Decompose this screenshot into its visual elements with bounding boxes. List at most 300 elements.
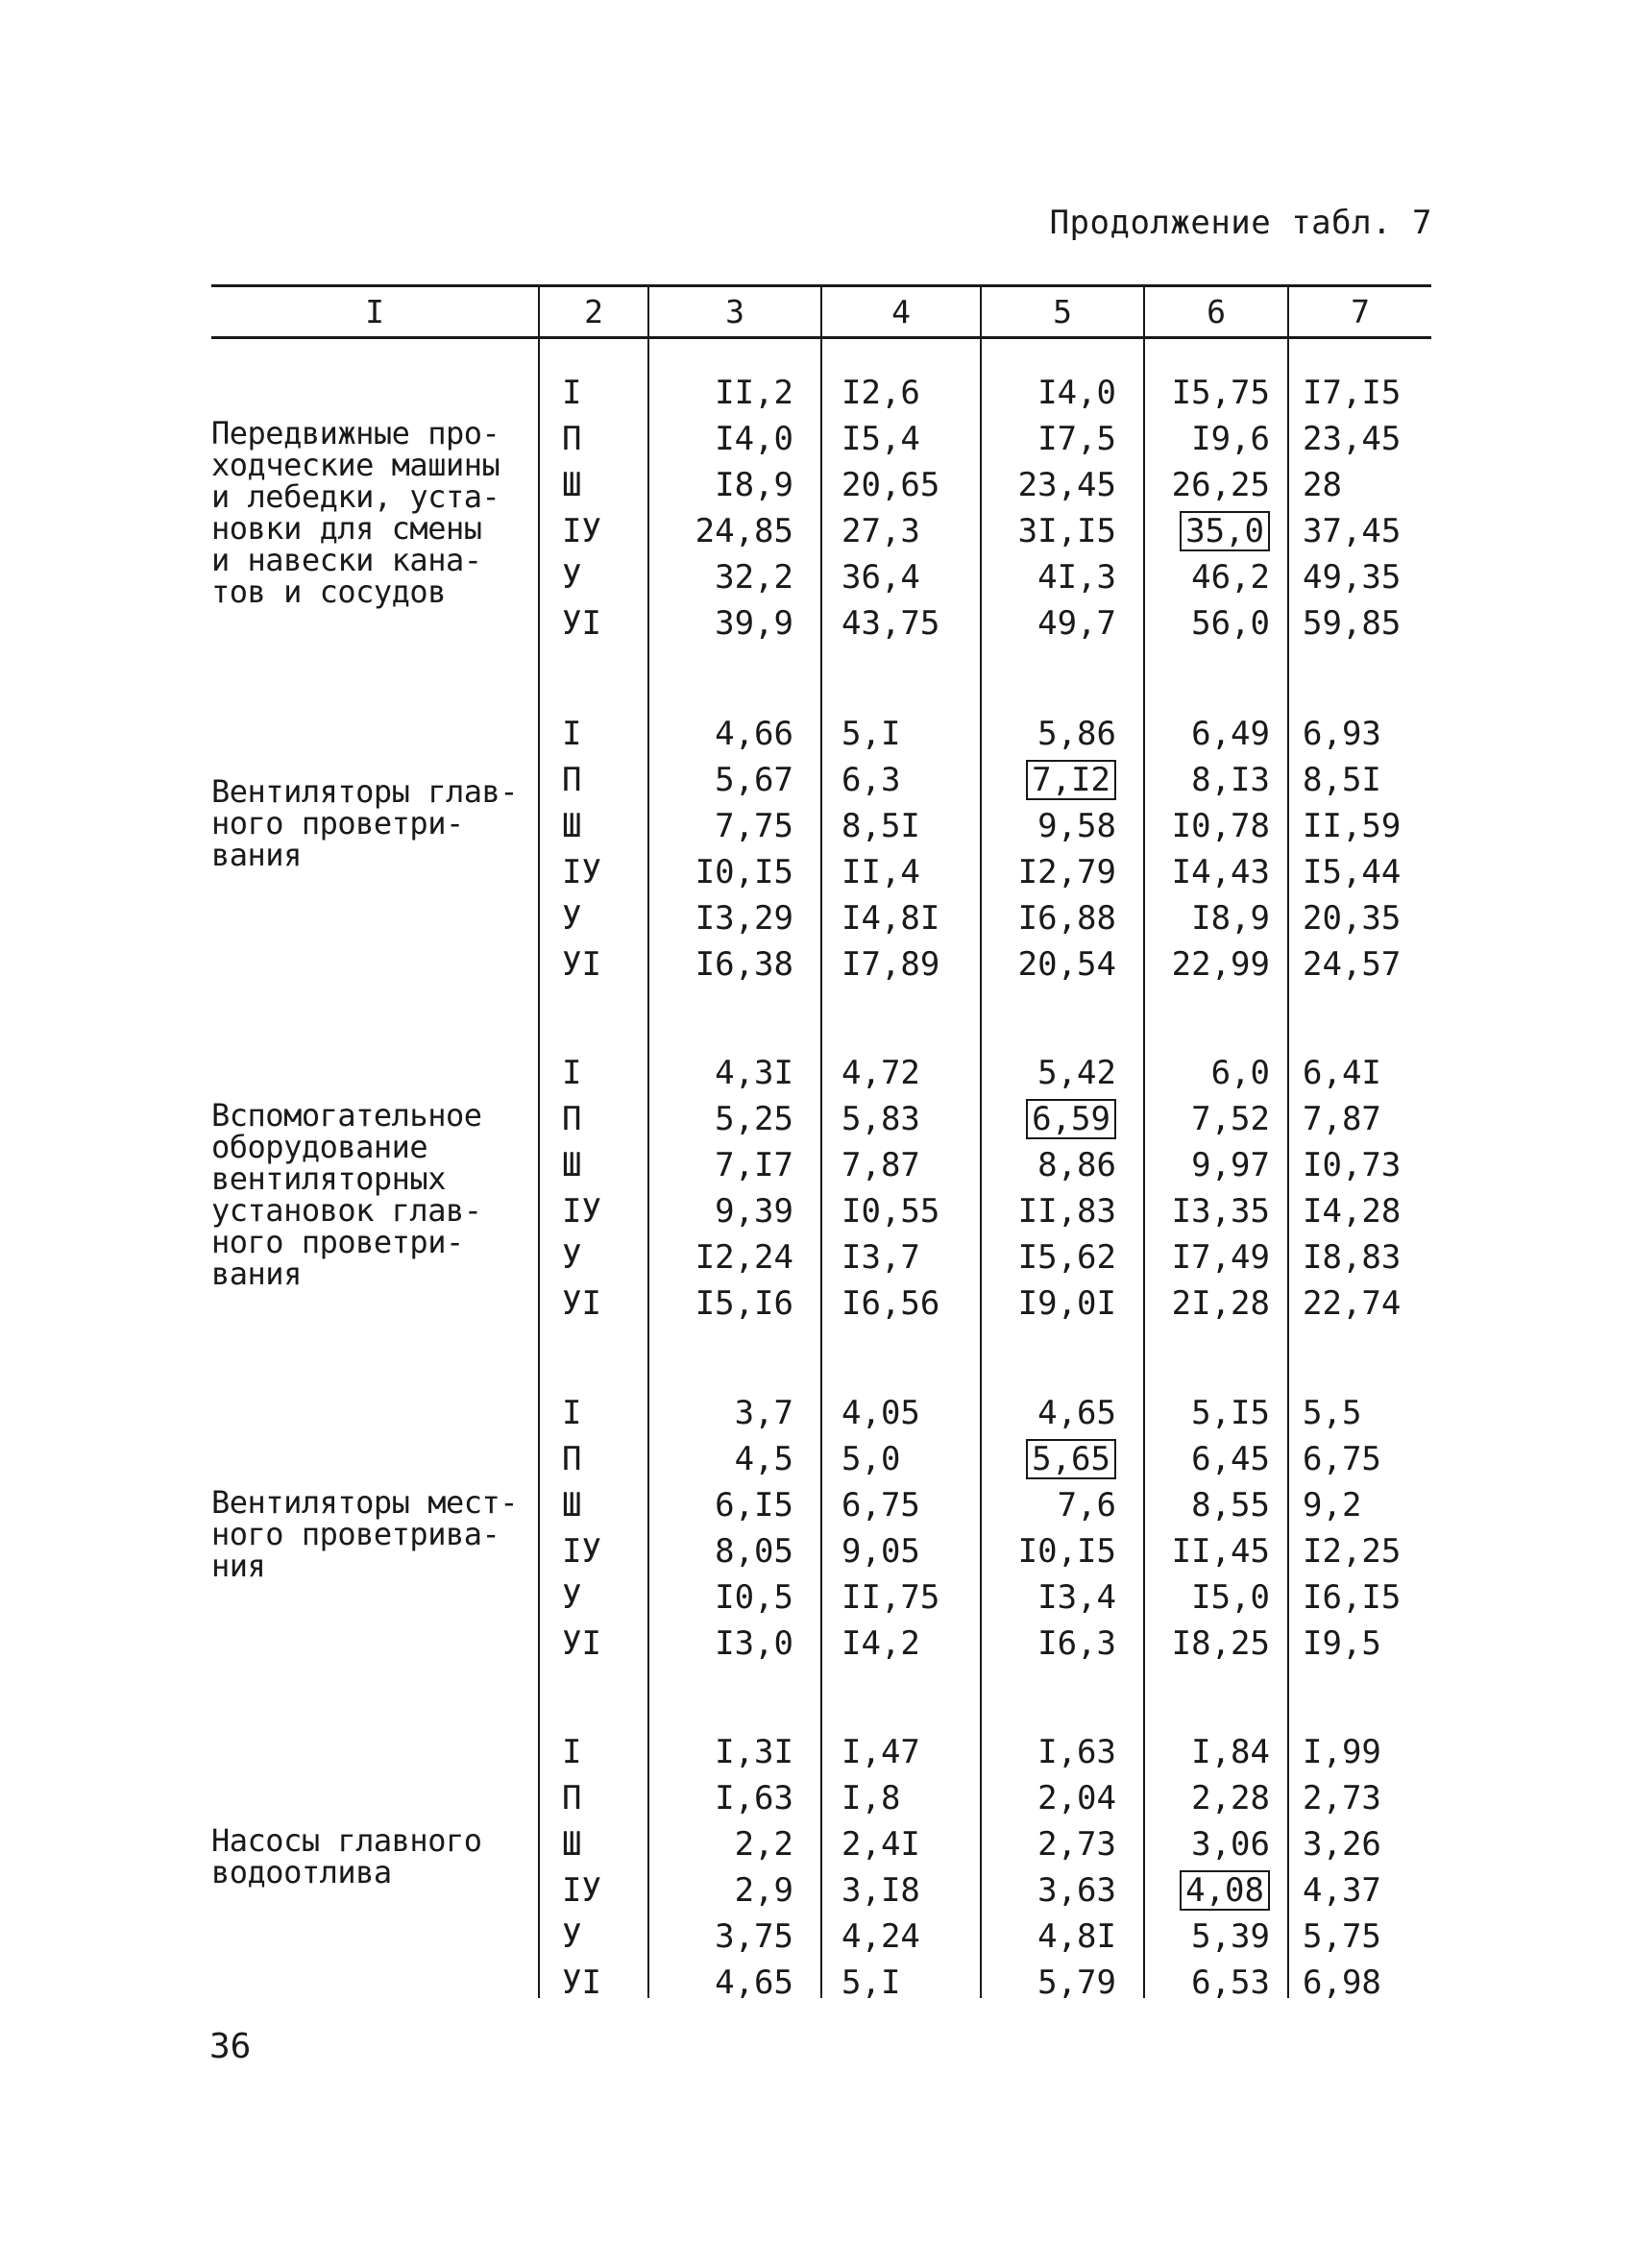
cell-text: 5,5 xyxy=(1303,1394,1362,1432)
value-cell xyxy=(1303,508,1416,554)
category-cell xyxy=(562,1188,629,1234)
category-cell xyxy=(562,1482,629,1528)
cell-text: 39,9 xyxy=(715,604,793,643)
value-cell xyxy=(982,1280,1116,1327)
value-cell xyxy=(982,370,1116,416)
cell-text: Ш xyxy=(562,1825,582,1864)
cell-text: I5,44 xyxy=(1303,853,1402,891)
cell-text: I4,43 xyxy=(1171,853,1270,891)
cell-text: 20,35 xyxy=(1303,899,1402,938)
cell-text: 5,42 xyxy=(1037,1054,1116,1092)
cell-text: 3,26 xyxy=(1303,1825,1381,1864)
cell-text: 4,37 xyxy=(1303,1871,1381,1910)
cell-text: II,2 xyxy=(715,374,793,412)
value-cell xyxy=(841,895,955,941)
cell-text: II,75 xyxy=(841,1578,940,1617)
value-cell xyxy=(841,508,955,554)
cell-text: I0,5 xyxy=(715,1578,793,1617)
cell-text: I4,28 xyxy=(1303,1192,1402,1231)
cell-text: 6,4I xyxy=(1303,1054,1381,1092)
cell-text: УI xyxy=(562,604,601,643)
column-divider xyxy=(820,284,822,1998)
cell-text: I2,24 xyxy=(695,1238,793,1277)
cell-text: 2,04 xyxy=(1037,1779,1116,1817)
value-cell xyxy=(841,1914,955,1960)
cell-text: П xyxy=(562,1779,582,1817)
cell-text: I6,3 xyxy=(1037,1624,1116,1663)
cell-text: 7,75 xyxy=(715,807,793,845)
value-cell xyxy=(1303,1821,1416,1867)
value-cell xyxy=(982,1188,1116,1234)
category-cell xyxy=(562,711,629,757)
cell-text: 43,75 xyxy=(841,604,940,643)
column-header-6: 6 xyxy=(1207,293,1226,330)
cell-text: I3,4 xyxy=(1037,1578,1116,1617)
value-cell xyxy=(841,711,955,757)
value-cell xyxy=(1145,1482,1270,1528)
cell-text: 6,75 xyxy=(841,1486,920,1524)
value-cell xyxy=(982,1234,1116,1280)
value-cell xyxy=(1145,508,1270,554)
value-cell xyxy=(982,1574,1116,1621)
value-cell xyxy=(1145,757,1270,803)
value-cell xyxy=(1145,416,1270,462)
value-cell xyxy=(649,508,793,554)
cell-text: 7,6 xyxy=(1057,1486,1116,1524)
cell-text: 7,87 xyxy=(841,1146,920,1184)
value-cell xyxy=(841,1234,955,1280)
cell-text: I8,83 xyxy=(1303,1238,1402,1277)
value-cell xyxy=(841,1280,955,1327)
column-header-7: 7 xyxy=(1351,293,1370,330)
column-header-5: 5 xyxy=(1053,293,1072,330)
category-cell xyxy=(562,1436,629,1482)
cell-text: 5,67 xyxy=(715,761,793,799)
cell-text: 24,85 xyxy=(695,512,793,550)
value-cell xyxy=(1303,803,1416,849)
cell-text: I3,29 xyxy=(695,899,793,938)
cell-text: 4,05 xyxy=(841,1394,920,1432)
value-cell xyxy=(649,757,793,803)
cell-text: 7,52 xyxy=(1191,1100,1270,1138)
value-cell xyxy=(982,1390,1116,1436)
cell-text: I5,75 xyxy=(1171,374,1270,412)
category-cell xyxy=(562,941,629,988)
category-cell xyxy=(562,600,629,646)
value-cell xyxy=(841,1574,955,1621)
value-cell xyxy=(649,600,793,646)
value-cell xyxy=(1145,1436,1270,1482)
cell-text: I7,49 xyxy=(1171,1238,1270,1277)
value-cell xyxy=(1145,1821,1270,1867)
value-cell xyxy=(1145,370,1270,416)
cell-text: 7,87 xyxy=(1303,1100,1381,1138)
category-cell xyxy=(562,1621,629,1667)
cell-text: I0,I5 xyxy=(695,853,793,891)
value-cell xyxy=(649,1050,793,1096)
cell-text: 6,0 xyxy=(1210,1054,1270,1092)
value-cell xyxy=(1145,1096,1270,1142)
value-cell xyxy=(841,554,955,600)
value-cell xyxy=(649,1096,793,1142)
value-cell xyxy=(1145,1142,1270,1188)
value-cell xyxy=(1303,1528,1416,1574)
cell-text: 2,4I xyxy=(841,1825,920,1864)
cell-text: 7,I7 xyxy=(715,1146,793,1184)
value-cell xyxy=(841,1390,955,1436)
cell-text: 6,45 xyxy=(1191,1440,1270,1478)
value-cell xyxy=(841,370,955,416)
value-cell xyxy=(1303,711,1416,757)
cell-text: 8,5I xyxy=(841,807,920,845)
column-header-1: I xyxy=(365,293,384,330)
value-cell xyxy=(841,757,955,803)
value-cell xyxy=(1303,849,1416,895)
cell-text: 8,I3 xyxy=(1191,761,1270,799)
table-continuation-caption: Продолжение табл. 7 xyxy=(1049,204,1432,242)
value-cell xyxy=(982,711,1116,757)
cell-text: I4,0 xyxy=(715,420,793,458)
cell-text: 59,85 xyxy=(1303,604,1402,643)
category-cell xyxy=(562,1775,629,1821)
cell-text: I9,6 xyxy=(1191,420,1270,458)
value-cell xyxy=(1303,1960,1416,2006)
value-cell xyxy=(649,1188,793,1234)
value-cell xyxy=(982,1960,1116,2006)
cell-text: УI xyxy=(562,1624,601,1663)
column-divider xyxy=(1287,284,1289,1998)
value-cell xyxy=(982,895,1116,941)
value-cell xyxy=(982,1096,1116,1142)
equipment-group-label: Насосы главного водоотлива xyxy=(211,1822,482,1890)
value-cell xyxy=(982,1436,1116,1482)
cell-text: I2,25 xyxy=(1303,1532,1402,1571)
value-cell xyxy=(649,1775,793,1821)
value-cell xyxy=(841,1775,955,1821)
cell-text: 6,75 xyxy=(1303,1440,1381,1478)
cell-text: 27,3 xyxy=(841,512,920,550)
equipment-group-label: Вентиляторы глав- ного проветри- вания xyxy=(211,773,519,873)
value-cell xyxy=(841,416,955,462)
cell-text: 26,25 xyxy=(1171,466,1270,504)
cell-text: I xyxy=(562,374,582,412)
value-cell xyxy=(841,1482,955,1528)
cell-text: I,99 xyxy=(1303,1733,1381,1771)
cell-text: Ш xyxy=(562,1486,582,1524)
value-cell xyxy=(1303,1142,1416,1188)
category-cell xyxy=(562,1234,629,1280)
value-cell xyxy=(1145,803,1270,849)
value-cell xyxy=(982,1050,1116,1096)
value-cell xyxy=(649,1621,793,1667)
cell-text: I8,9 xyxy=(715,466,793,504)
cell-text: 23,45 xyxy=(1017,466,1116,504)
page-number: 36 xyxy=(209,2027,252,2066)
cell-text: I0,73 xyxy=(1303,1146,1402,1184)
cell-text: П xyxy=(562,761,582,799)
category-cell xyxy=(562,1142,629,1188)
cell-text: I5,62 xyxy=(1017,1238,1116,1277)
value-cell xyxy=(982,1867,1116,1914)
category-cell xyxy=(562,1096,629,1142)
value-cell xyxy=(1145,1188,1270,1234)
cell-text: I4,0 xyxy=(1037,374,1116,412)
value-cell xyxy=(649,1280,793,1327)
cell-text: 46,2 xyxy=(1191,558,1270,597)
value-cell xyxy=(1303,1574,1416,1621)
cell-text: IУ xyxy=(562,1192,601,1231)
value-cell xyxy=(1303,1234,1416,1280)
value-cell xyxy=(649,1821,793,1867)
value-cell xyxy=(1303,370,1416,416)
value-cell xyxy=(982,941,1116,988)
value-cell xyxy=(841,1821,955,1867)
cell-text: У xyxy=(562,899,582,938)
value-cell xyxy=(1303,1775,1416,1821)
equipment-group-label: Вентиляторы мест- ного проветрива- ния xyxy=(211,1484,519,1584)
value-cell xyxy=(1303,895,1416,941)
cell-text: 4,3I xyxy=(715,1054,793,1092)
cell-text: 22,74 xyxy=(1303,1284,1402,1323)
cell-text: П xyxy=(562,1100,582,1138)
cell-text: I0,78 xyxy=(1171,807,1270,845)
category-cell xyxy=(562,370,629,416)
cell-text: IУ xyxy=(562,853,601,891)
cell-text: 8,5I xyxy=(1303,761,1381,799)
value-cell xyxy=(1303,1914,1416,1960)
category-cell xyxy=(562,1960,629,2006)
category-cell xyxy=(562,554,629,600)
cell-text: I,63 xyxy=(1037,1733,1116,1771)
cell-text: 2I,28 xyxy=(1171,1284,1270,1323)
value-cell xyxy=(982,1621,1116,1667)
value-cell xyxy=(841,1050,955,1096)
value-cell xyxy=(649,1390,793,1436)
column-header-3: 3 xyxy=(725,293,744,330)
cell-text: I6,I5 xyxy=(1303,1578,1402,1617)
cell-text: 6,3 xyxy=(841,761,901,799)
value-cell xyxy=(649,462,793,508)
value-cell xyxy=(1303,1096,1416,1142)
value-cell xyxy=(1303,1390,1416,1436)
value-cell xyxy=(649,554,793,600)
cell-text: 6,93 xyxy=(1303,715,1381,753)
cell-text: I3,0 xyxy=(715,1624,793,1663)
cell-text: УI xyxy=(562,945,601,984)
cell-text: 32,2 xyxy=(715,558,793,597)
value-cell xyxy=(1145,1914,1270,1960)
value-cell xyxy=(649,1142,793,1188)
value-cell xyxy=(982,508,1116,554)
value-cell xyxy=(649,1729,793,1775)
cell-text: I4,8I xyxy=(841,899,940,938)
value-cell xyxy=(1145,1280,1270,1327)
category-cell xyxy=(562,757,629,803)
cell-text: I5,0 xyxy=(1191,1578,1270,1617)
cell-text: I0,I5 xyxy=(1017,1532,1116,1571)
value-cell xyxy=(649,711,793,757)
cell-text: 36,4 xyxy=(841,558,920,597)
cell-text: IУ xyxy=(562,1532,601,1571)
cell-text: 4,8I xyxy=(1037,1917,1116,1956)
equipment-group-label: Вспомогательное оборудование вентиляторных установок глав- ного проветри- вания xyxy=(211,1097,482,1292)
value-cell xyxy=(649,1867,793,1914)
category-cell xyxy=(562,462,629,508)
value-cell xyxy=(841,1188,955,1234)
value-cell xyxy=(1303,1482,1416,1528)
cell-text: 2,73 xyxy=(1303,1779,1381,1817)
category-cell xyxy=(562,508,629,554)
value-cell xyxy=(649,1482,793,1528)
cell-text: УI xyxy=(562,1963,601,2002)
value-cell xyxy=(982,416,1116,462)
cell-text: 5,39 xyxy=(1191,1917,1270,1956)
cell-text: I7,5 xyxy=(1037,420,1116,458)
value-cell xyxy=(982,1482,1116,1528)
highlighted-value: 4,08 xyxy=(1180,1870,1270,1911)
value-cell xyxy=(982,1914,1116,1960)
value-cell xyxy=(1145,462,1270,508)
value-cell xyxy=(982,849,1116,895)
value-cell xyxy=(1303,1050,1416,1096)
value-cell xyxy=(1145,600,1270,646)
value-cell xyxy=(841,1436,955,1482)
cell-text: I3,7 xyxy=(841,1238,920,1277)
cell-text: 5,0 xyxy=(841,1440,901,1478)
value-cell xyxy=(841,1867,955,1914)
cell-text: 5,25 xyxy=(715,1100,793,1138)
value-cell xyxy=(649,370,793,416)
category-cell xyxy=(562,849,629,895)
cell-text: I,47 xyxy=(841,1733,920,1771)
value-cell xyxy=(1145,711,1270,757)
value-cell xyxy=(1145,1528,1270,1574)
category-cell xyxy=(562,1914,629,1960)
value-cell xyxy=(1145,941,1270,988)
value-cell xyxy=(1145,1867,1270,1914)
cell-text: 2,73 xyxy=(1037,1825,1116,1864)
value-cell xyxy=(1303,1621,1416,1667)
category-cell xyxy=(562,1821,629,1867)
cell-text: Ш xyxy=(562,1146,582,1184)
cell-text: 5,75 xyxy=(1303,1917,1381,1956)
value-cell xyxy=(1303,1729,1416,1775)
cell-text: 3,75 xyxy=(715,1917,793,1956)
cell-text: У xyxy=(562,558,582,597)
category-cell xyxy=(562,1050,629,1096)
cell-text: 8,55 xyxy=(1191,1486,1270,1524)
cell-text: I7,I5 xyxy=(1303,374,1402,412)
value-cell xyxy=(841,600,955,646)
cell-text: I7,89 xyxy=(841,945,940,984)
value-cell xyxy=(1145,1729,1270,1775)
value-cell xyxy=(649,1436,793,1482)
value-cell xyxy=(982,462,1116,508)
value-cell xyxy=(982,1729,1116,1775)
cell-text: I,3I xyxy=(715,1733,793,1771)
cell-text: 5,I xyxy=(841,1963,901,2002)
cell-text: I2,79 xyxy=(1017,853,1116,891)
category-cell xyxy=(562,1729,629,1775)
cell-text: 8,05 xyxy=(715,1532,793,1571)
value-cell xyxy=(649,1574,793,1621)
value-cell xyxy=(841,1142,955,1188)
column-header-4: 4 xyxy=(891,293,911,330)
value-cell xyxy=(649,1914,793,1960)
cell-text: 4,65 xyxy=(1037,1394,1116,1432)
cell-text: 4,24 xyxy=(841,1917,920,1956)
cell-text: 4,72 xyxy=(841,1054,920,1092)
value-cell xyxy=(1303,416,1416,462)
value-cell xyxy=(841,803,955,849)
cell-text: 6,53 xyxy=(1191,1963,1270,2002)
value-cell xyxy=(649,849,793,895)
cell-text: 9,58 xyxy=(1037,807,1116,845)
cell-text: 9,39 xyxy=(715,1192,793,1231)
cell-text: П xyxy=(562,1440,582,1478)
value-cell xyxy=(649,1528,793,1574)
value-cell xyxy=(1303,1188,1416,1234)
cell-text: I6,56 xyxy=(841,1284,940,1323)
value-cell xyxy=(649,895,793,941)
cell-text: I xyxy=(562,1733,582,1771)
value-cell xyxy=(982,803,1116,849)
value-cell xyxy=(982,554,1116,600)
value-cell xyxy=(1145,1960,1270,2006)
cell-text: 5,83 xyxy=(841,1100,920,1138)
cell-text: 2,28 xyxy=(1191,1779,1270,1817)
category-cell xyxy=(562,1574,629,1621)
cell-text: 3,I8 xyxy=(841,1871,920,1910)
value-cell xyxy=(841,849,955,895)
cell-text: 3I,I5 xyxy=(1017,512,1116,550)
value-cell xyxy=(1145,554,1270,600)
cell-text: II,83 xyxy=(1017,1192,1116,1231)
cell-text: 6,98 xyxy=(1303,1963,1381,2002)
cell-text: 3,7 xyxy=(734,1394,793,1432)
cell-text: I xyxy=(562,1054,582,1092)
cell-text: 4,5 xyxy=(734,1440,793,1478)
cell-text: I xyxy=(562,715,582,753)
cell-text: 5,86 xyxy=(1037,715,1116,753)
cell-text: У xyxy=(562,1917,582,1956)
equipment-group-label: Передвижные про- ходческие машины и лебедки, уста- новки для смены и навески кана- тов и сосудов xyxy=(211,415,500,610)
category-cell xyxy=(562,1280,629,1327)
cell-text: 8,86 xyxy=(1037,1146,1116,1184)
cell-text: Ш xyxy=(562,807,582,845)
cell-text: 6,49 xyxy=(1191,715,1270,753)
highlighted-value: 35,0 xyxy=(1180,511,1270,551)
value-cell xyxy=(649,416,793,462)
cell-text: 49,7 xyxy=(1037,604,1116,643)
cell-text: 4,66 xyxy=(715,715,793,753)
cell-text: 5,I xyxy=(841,715,901,753)
cell-text: 2,2 xyxy=(734,1825,793,1864)
cell-text: I9,5 xyxy=(1303,1624,1381,1663)
value-cell xyxy=(841,1621,955,1667)
cell-text: I3,35 xyxy=(1171,1192,1270,1231)
cell-text: 22,99 xyxy=(1171,945,1270,984)
category-cell xyxy=(562,416,629,462)
cell-text: 20,65 xyxy=(841,466,940,504)
cell-text: 9,2 xyxy=(1303,1486,1362,1524)
value-cell xyxy=(649,1234,793,1280)
value-cell xyxy=(841,1729,955,1775)
cell-text: II,4 xyxy=(841,853,920,891)
cell-text: 6,I5 xyxy=(715,1486,793,1524)
value-cell xyxy=(841,941,955,988)
cell-text: У xyxy=(562,1578,582,1617)
